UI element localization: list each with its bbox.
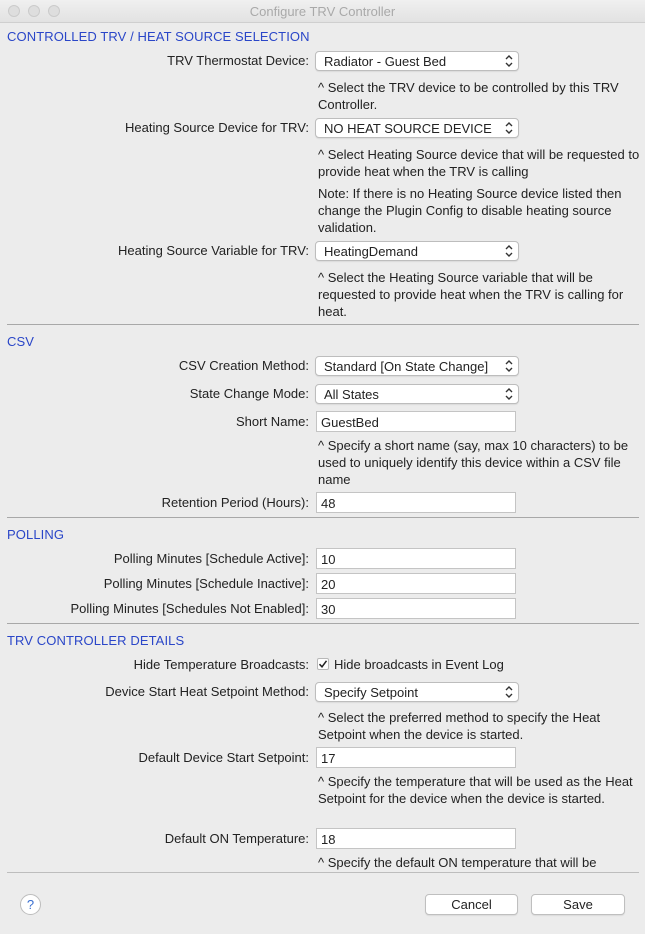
heat-source-variable-select[interactable] (315, 241, 519, 261)
state-change-mode-value: All States (324, 387, 379, 402)
state-change-mode-select[interactable] (315, 384, 519, 404)
polling-active-field[interactable]: 10 (316, 548, 516, 569)
chevron-updown-icon (504, 120, 514, 136)
chevron-updown-icon (504, 684, 514, 700)
heat-source-device-label: Heating Source Device for TRV: (124, 120, 309, 135)
hide-broadcasts-text: Hide broadcasts in Event Log (334, 657, 504, 672)
cancel-button[interactable]: Cancel (425, 894, 518, 915)
hide-broadcasts-checkbox[interactable] (317, 658, 329, 670)
section-divider (7, 517, 639, 518)
help-button[interactable]: ? (20, 894, 41, 915)
section-divider (7, 623, 639, 624)
trv-device-select[interactable] (315, 51, 519, 71)
trv-device-value: Radiator - Guest Bed (324, 54, 447, 69)
section-divider (7, 324, 639, 325)
config-content[interactable] (0, 23, 645, 871)
heat-source-variable-label: Heating Source Variable for TRV: (117, 243, 309, 258)
chevron-updown-icon (504, 243, 514, 259)
short-name-help: ^ Specify a short name (say, max 10 characters) to be used to uniquely identify this device within a CSV file name (318, 438, 629, 487)
section-title-polling: POLLING (7, 527, 65, 542)
section-title-controlled: CONTROLLED TRV / HEAT SOURCE SELECTION (7, 29, 310, 44)
state-change-mode-label: State Change Mode: (189, 386, 309, 401)
csv-method-select[interactable] (315, 356, 519, 376)
default-on-temperature-field[interactable]: 18 (316, 828, 516, 849)
setpoint-method-help: ^ Select the preferred method to specify the Heat Setpoint when the device is started. (318, 710, 601, 742)
retention-period-field[interactable]: 48 (316, 492, 516, 513)
window-title: Configure TRV Controller (249, 4, 396, 19)
heat-source-device-value: NO HEAT SOURCE DEVICE (324, 121, 492, 136)
short-name-field[interactable]: GuestBed (316, 411, 516, 432)
hide-broadcasts-label: Hide Temperature Broadcasts: (133, 657, 309, 672)
trv-device-label: TRV Thermostat Device: (167, 53, 309, 68)
section-title-details: TRV CONTROLLER DETAILS (7, 633, 185, 648)
chevron-updown-icon (504, 53, 514, 69)
default-on-temperature-label: Default ON Temperature: (164, 831, 309, 846)
heat-source-variable-value: HeatingDemand (324, 244, 418, 259)
retention-period-label: Retention Period (Hours): (161, 495, 309, 510)
save-button[interactable]: Save (531, 894, 625, 915)
heat-source-variable-help: ^ Select the Heating Source variable that will be requested to provide heat when the TRV is calling for heat. (318, 270, 624, 319)
default-on-temperature-help: ^ Specify the default ON temperature that will be (318, 855, 597, 870)
short-name-label: Short Name: (236, 414, 309, 429)
polling-not-enabled-field[interactable]: 30 (316, 598, 516, 619)
polling-inactive-field[interactable]: 20 (316, 573, 516, 594)
title-bar (0, 0, 645, 23)
footer-divider (7, 872, 639, 873)
setpoint-method-value: Specify Setpoint (324, 685, 418, 700)
chevron-updown-icon (504, 386, 514, 402)
polling-not-enabled-label: Polling Minutes [Schedules Not Enabled]: (70, 601, 309, 616)
default-start-setpoint-help: ^ Specify the temperature that will be used as the Heat Setpoint for the device when the device is started. (318, 774, 633, 806)
polling-active-label: Polling Minutes [Schedule Active]: (113, 551, 309, 566)
section-title-csv: CSV (7, 334, 35, 349)
heat-source-device-select[interactable] (315, 118, 519, 138)
csv-method-label: CSV Creation Method: (178, 358, 309, 373)
chevron-updown-icon (504, 358, 514, 374)
default-start-setpoint-label: Default Device Start Setpoint: (138, 750, 309, 765)
checkmark-icon (317, 658, 329, 670)
csv-method-value: Standard [On State Change] (324, 359, 489, 374)
setpoint-method-label: Device Start Heat Setpoint Method: (105, 684, 309, 699)
heat-source-device-help: ^ Select Heating Source device that will be requested to provide heat when the TRV is calling (318, 147, 640, 179)
trv-device-help: ^ Select the TRV device to be controlled by this TRV Controller. (318, 80, 619, 112)
polling-inactive-label: Polling Minutes [Schedule Inactive]: (103, 576, 309, 591)
default-start-setpoint-field[interactable]: 17 (316, 747, 516, 768)
heat-source-device-note: Note: If there is no Heating Source device listed then change the Plugin Config to disable heating source validation. (318, 186, 622, 235)
setpoint-method-select[interactable] (315, 682, 519, 702)
